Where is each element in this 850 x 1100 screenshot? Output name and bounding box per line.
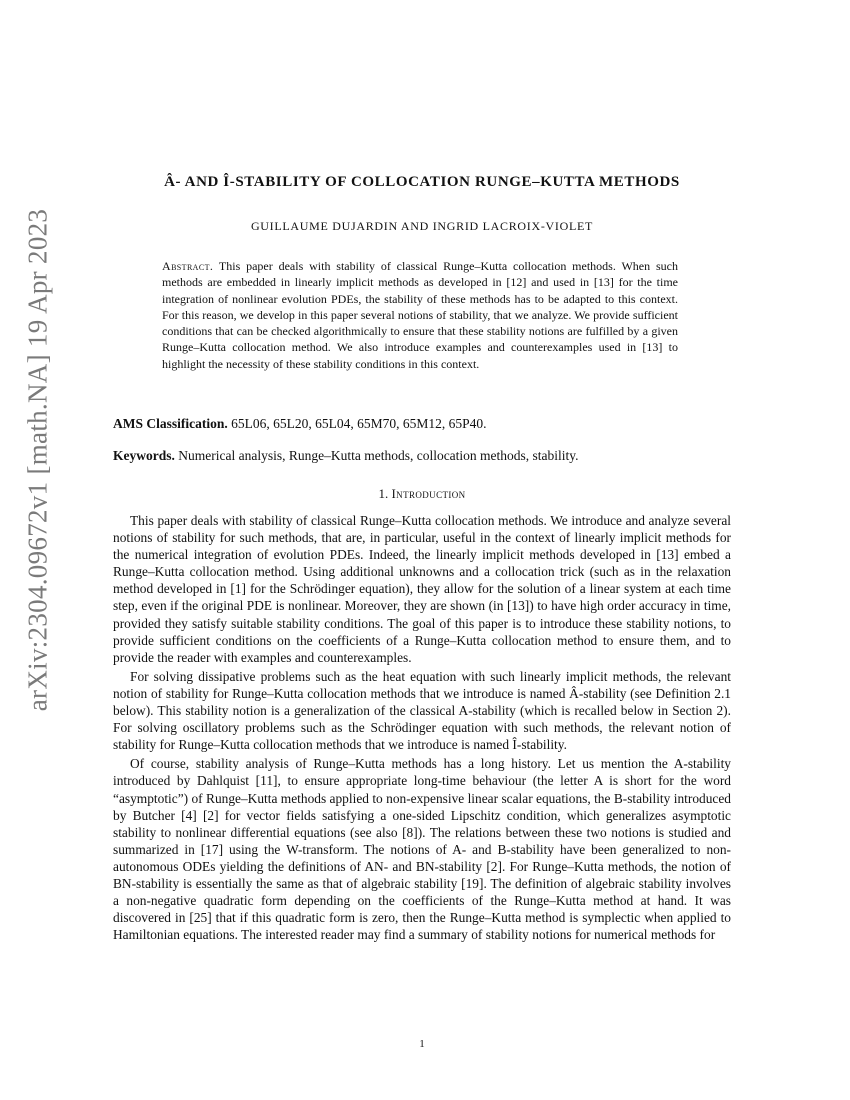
section-heading-introduction (113, 486, 731, 502)
ams-label: AMS Classification. (113, 416, 228, 431)
abstract-text: This paper deals with stability of classical Runge–Kutta collocation methods. When such methods are embedded in linearly implicit methods as developed in [12] and used in [13] for the time integration of nonlinear evolution PDEs, the stability of these methods has to be adapted to this context. For this reason, we develop in this paper several notions of stability, that we analyze. We provide sufficient conditions that can be checked algorithmically to ensure that these stability notions are fulfilled by a given Runge–Kutta collocation method. We also introduce examples and counterexamples used in [13] to highlight the necessity of these stability conditions in this context. (162, 259, 678, 371)
ams-classification (113, 416, 731, 432)
arxiv-identifier-stamp (18, 208, 58, 712)
abstract-label: Abstract. (162, 259, 214, 273)
page-number: 1 (419, 1038, 425, 1050)
paragraph: Of course, stability analysis of Runge–Kutta methods has a long history. Let us mention the A-stability introduced by Dahlquist [11], to ensure appropriate long-time behaviour (the letter A is short for the word “asymptotic”) of Runge–Kutta methods applied to non-expensive linear scalar equations, the B-stability introduced by Butcher [4] [2] for vector fields satisfying a one-sided Lipschitz condition, which generalizes asymptotic stability to nonlinear differential equations (see also [8]). The relations between these two notions is studied and summarized in [17] using the W-transform. The notions of A- and B-stability have been generalized to non-autonomous ODEs yielding the definitions of AN- and BN-stability [2]. For Runge–Kutta methods, the notion of BN-stability is essentially the same as that of algebraic stability [19]. The definition of algebraic stability involves a non-negative quadratic form depending on the coefficients of the Runge–Kutta method at hand. It was discovered in [25] that if this quadratic form is zero, then the Runge–Kutta method is symplectic when applied to Hamiltonian equations. The interested reader may find a summary of stability notions for numerical methods for (113, 756, 731, 943)
paragraph: This paper deals with stability of classical Runge–Kutta collocation methods. We introduce and analyze several notions of stability for such methods, that are, in particular, useful in the context of linearly implicit methods for the numerical integration of evolution PDEs. Indeed, the linearly implicit methods developed in [13] embed a Runge–Kutta collocation method. Using additional unknowns and a collocation trick (such as in the relaxation method developed in [1] for the Schrödinger equation), they allow for the solution of a linear system at each time step, even if the original PDE is nonlinear. Moreover, they are shown (in [13]) to have high order accuracy in time, provided they satisfy suitable stability conditions. The goal of this paper is to introduce these stability notions, to provide sufficient conditions on the coefficients of a Runge–Kutta collocation method to ensure them, and to provide the reader with examples and counterexamples. (113, 513, 731, 665)
keywords (113, 448, 731, 464)
paper-title: Â- AND Î-STABILITY OF COLLOCATION RUNGE–KUTTA METHODS (164, 174, 680, 190)
author-list: GUILLAUME DUJARDIN AND INGRID LACROIX-VIOLET (250, 219, 594, 233)
ams-codes: 65L06, 65L20, 65L04, 65M70, 65M12, 65P40. (231, 416, 487, 431)
abstract (162, 258, 678, 372)
section-title: Introduction (391, 486, 466, 501)
keywords-label: Keywords. (113, 448, 175, 463)
arxiv-identifier-text: arXiv:2304.09672v1 [math.NA] 19 Apr 2023 (22, 208, 53, 712)
paragraph: For solving dissipative problems such as the heat equation with such linearly implicit methods, the relevant notion of stability for Runge–Kutta collocation methods that we introduce is named Â-stability (see Definition 2.1 below). This stability notion is a generalization of the classical A-stability (which is recalled below in Section 2). For solving oscillatory problems such as the Schrödinger equation with such methods, the relevant notion of stability for Runge–Kutta collocation methods that we introduce is named Î-stability. (113, 668, 731, 753)
keywords-text: Numerical analysis, Runge–Kutta methods, collocation methods, stability. (178, 448, 579, 463)
section-number: 1. (378, 486, 389, 501)
introduction-body (113, 512, 731, 945)
